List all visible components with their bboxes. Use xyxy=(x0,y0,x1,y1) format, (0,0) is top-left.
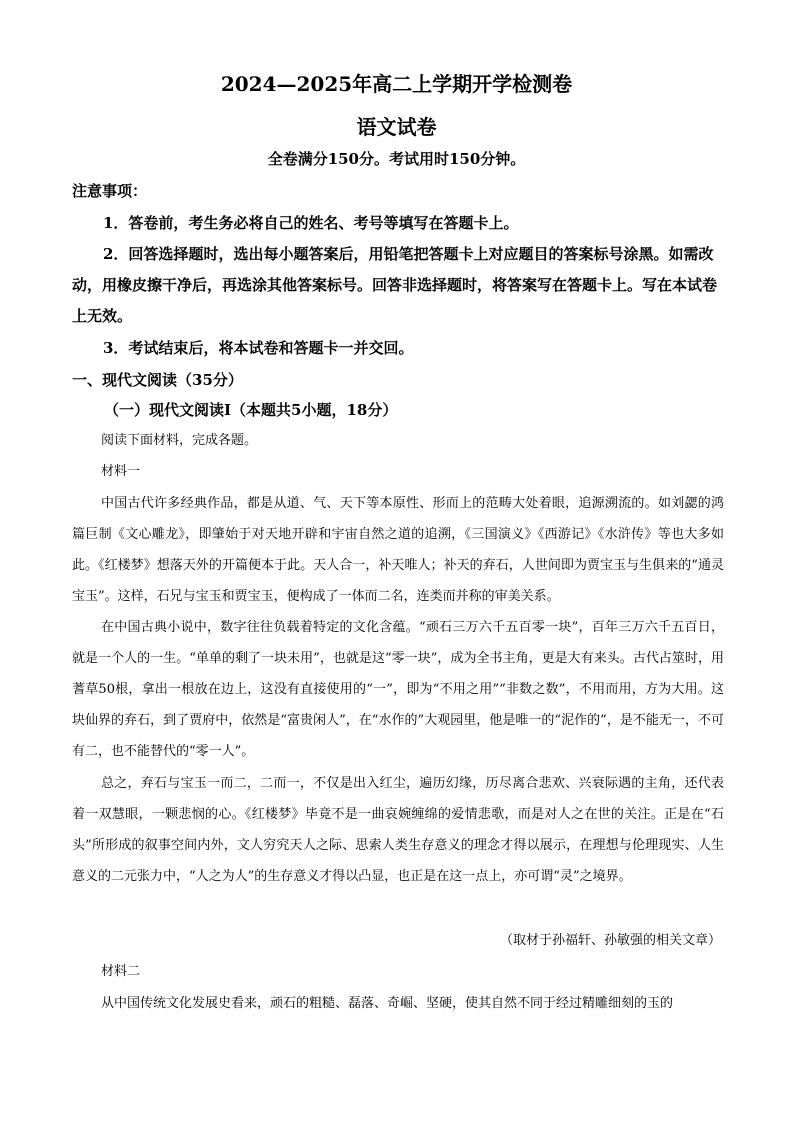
section-title: 一、现代文阅读（35分） xyxy=(72,371,243,389)
subsection-title: （一）现代文阅读Ⅰ（本题共5小题，18分） xyxy=(104,401,398,419)
material-source: （取材于孙福轩、孙敏强的相关文章） xyxy=(499,933,721,948)
material-paragraph: 中国古代许多经典作品，都是从道、气、天下等本原性、形而上的范畴大处着眼，追源溯流的。如刘勰的鸿篇巨制《文心雕龙》，即肇始于对天地开辟和宇宙自然之道的追溯，《三国演义》《西游记》《水浒传》等也大多如此。《红楼梦》想落天外的开篇便本于此。天人合一，补天唯人；补天的弃石，人世间即为贾宝玉与生俱来的“通灵宝玉”。这样，石兄与宝玉和贾宝玉，便构成了一体而二名，连类而并称的审美关系。 xyxy=(72,496,724,604)
notice-item: 3．考试结束后，将本试卷和答题卡一并交回。 xyxy=(103,339,414,357)
material-label: 材料二 xyxy=(101,964,141,979)
material-label: 材料一 xyxy=(101,464,141,479)
material-paragraph: 总之，弃石与宝玉一而二，二而一，不仅是出入红尘，遍历幻缘，历尽离合悲欢、兴衰际遇的主角，还代表着一双慧眼，一颗悲悯的心。《红楼梦》毕竟不是一曲哀婉缠绵的爱情悲歌，而是对人之在世的关注。正是在“石头”所形成的叙事空间内外，文人穷究天人之际、思索人类生存意义的理念才得以展示，在理想与伦理现实、人生意义的二元张力中，“人之为人”的生存意义才得以凸显，也正是在这一点上，亦可谓“灵”之境界。 xyxy=(72,776,724,884)
material-paragraph: 在中国古典小说中，数字往往负载着特定的文化含蕴。“顽石三万六千五百零一块”，百年三万六千五百日，就是一个人的一生。“单单的剩了一块未用”，也就是这“零一块”，成为全书主角，更是大有来头。古代占筮时，用蓍草50根，拿出一根放在边上，这没有直接使用的“一”，即为“不用之用”“非数之数”，不用而用，方为大用。这块仙界的弃石，到了贾府中，依然是“富贵闲人”，在“水作的”大观园里，他是唯一的“泥作的”，是不能无一，不可有二，也不能替代的“零一人”。 xyxy=(72,620,724,759)
material-paragraph: 从中国传统文化发展史看来，顽石的粗糙、磊落、奇崛、坚硬，使其自然不同于经过精雕细刻的玉的 xyxy=(101,996,674,1011)
reading-instruction: 阅读下面材料，完成各题。 xyxy=(101,433,258,448)
exam-subtitle: 语文试卷 xyxy=(356,115,437,139)
notice-title: 注意事项： xyxy=(72,182,148,200)
score-info: 全卷满分150分。考试用时150分钟。 xyxy=(267,150,526,168)
notice-item: 1．答卷前，考生务必将自己的姓名、考号等填写在答题卡上。 xyxy=(103,214,519,232)
notice-item: 2．回答选择题时，选出每小题答案后，用铅笔把答题卡上对应题目的答案标号涂黑。如需改动，用橡皮擦干净后，再选涂其他答案标号。回答非选择题时，将答案写在答题卡上。写在本试卷上无效。 xyxy=(72,245,718,325)
exam-title: 2024—2025年高二上学期开学检测卷 xyxy=(220,72,573,96)
